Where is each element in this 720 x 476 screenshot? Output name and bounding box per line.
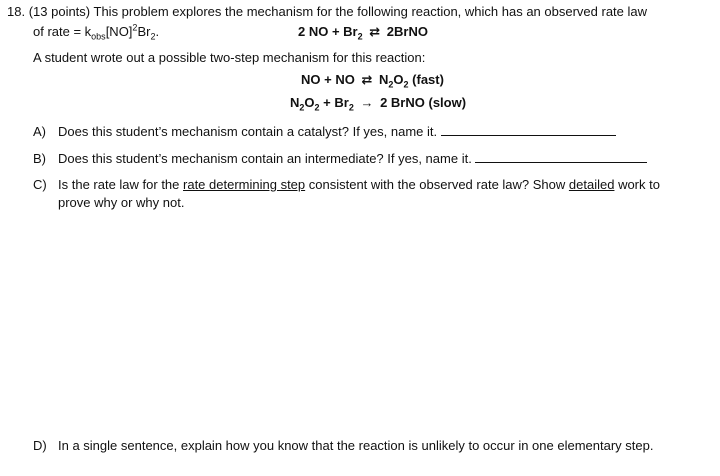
- overall-left: 2 NO + Br: [298, 24, 358, 39]
- rate-law-end: .: [155, 24, 160, 39]
- question-b-label: B): [33, 151, 46, 166]
- mechanism-step-2: [290, 95, 466, 111]
- step1-right-sub1: 2: [388, 79, 394, 90]
- overall-right: 2BrNO: [386, 24, 428, 39]
- step2-right: 2 BrNO: [380, 95, 425, 110]
- step1-right-sub2: 2: [403, 79, 409, 90]
- question-c-text-2: consistent with the observed rate law? Show: [305, 177, 569, 192]
- rate-law: [33, 24, 159, 40]
- mechanism-step-1: [301, 72, 444, 88]
- question-c-underlined-2: detailed: [568, 177, 615, 192]
- step2-left-b: O: [304, 95, 315, 110]
- question-a-text: Does this student’s mechanism contain a catalyst? If yes, name it.: [58, 124, 438, 139]
- equilibrium-arrow-icon: ⇄: [361, 72, 373, 87]
- problem-header: [7, 4, 647, 20]
- problem-points: (13 points): [28, 4, 91, 19]
- step1-right-b: O: [393, 72, 404, 87]
- step2-note: (slow): [428, 95, 467, 110]
- problem-intro: This problem explores the mechanism for the following reaction, which has an observed rate law: [93, 4, 648, 19]
- rate-law-prefix: of rate = k: [33, 24, 92, 39]
- step1-note: (fast): [412, 72, 444, 87]
- question-b-text: Does this student’s mechanism contain an intermediate? If yes, name it.: [58, 151, 472, 166]
- question-a: [33, 123, 616, 140]
- overall-reaction: [298, 24, 428, 40]
- rate-law-mid: [NO]: [105, 24, 133, 39]
- question-c-line-2: prove why or why not.: [58, 195, 185, 210]
- question-c: [33, 177, 660, 193]
- answer-blank-b[interactable]: [475, 150, 647, 163]
- rate-law-sup: 2: [132, 22, 138, 33]
- step2-left-sub1: 2: [299, 102, 305, 113]
- question-c-label: C): [33, 177, 47, 192]
- step1-left: NO + NO: [301, 72, 355, 87]
- question-d-label: D): [33, 438, 47, 453]
- question-b: [33, 150, 647, 167]
- answer-blank-a[interactable]: [441, 123, 616, 136]
- question-c-text-1: Is the rate law for the: [58, 177, 184, 192]
- overall-left-sub: 2: [357, 31, 363, 42]
- question-d: [33, 438, 653, 454]
- mechanism-intro: A student wrote out a possible two-step mechanism for this reaction:: [33, 50, 426, 65]
- step1-right-a: N: [378, 72, 389, 87]
- rate-law-tail-sub: 2: [150, 31, 156, 42]
- step2-left-c: + Br: [319, 95, 349, 110]
- question-a-label: A): [33, 124, 46, 139]
- step2-left-a: N: [290, 95, 300, 110]
- question-c-underlined-1: rate determining step: [183, 177, 306, 192]
- question-d-text: In a single sentence, explain how you know that the reaction is unlikely to occur in one elementary step.: [58, 438, 654, 453]
- problem-number: 18.: [7, 4, 26, 19]
- equilibrium-arrow-icon: ⇄: [369, 24, 381, 39]
- rate-law-tail: Br: [137, 24, 151, 39]
- question-c-text-3: work to: [614, 177, 660, 192]
- step2-left-sub3: 2: [348, 102, 354, 113]
- step2-left-sub2: 2: [314, 102, 320, 113]
- rate-law-sub: obs: [91, 31, 106, 42]
- right-arrow-icon: →: [360, 95, 374, 110]
